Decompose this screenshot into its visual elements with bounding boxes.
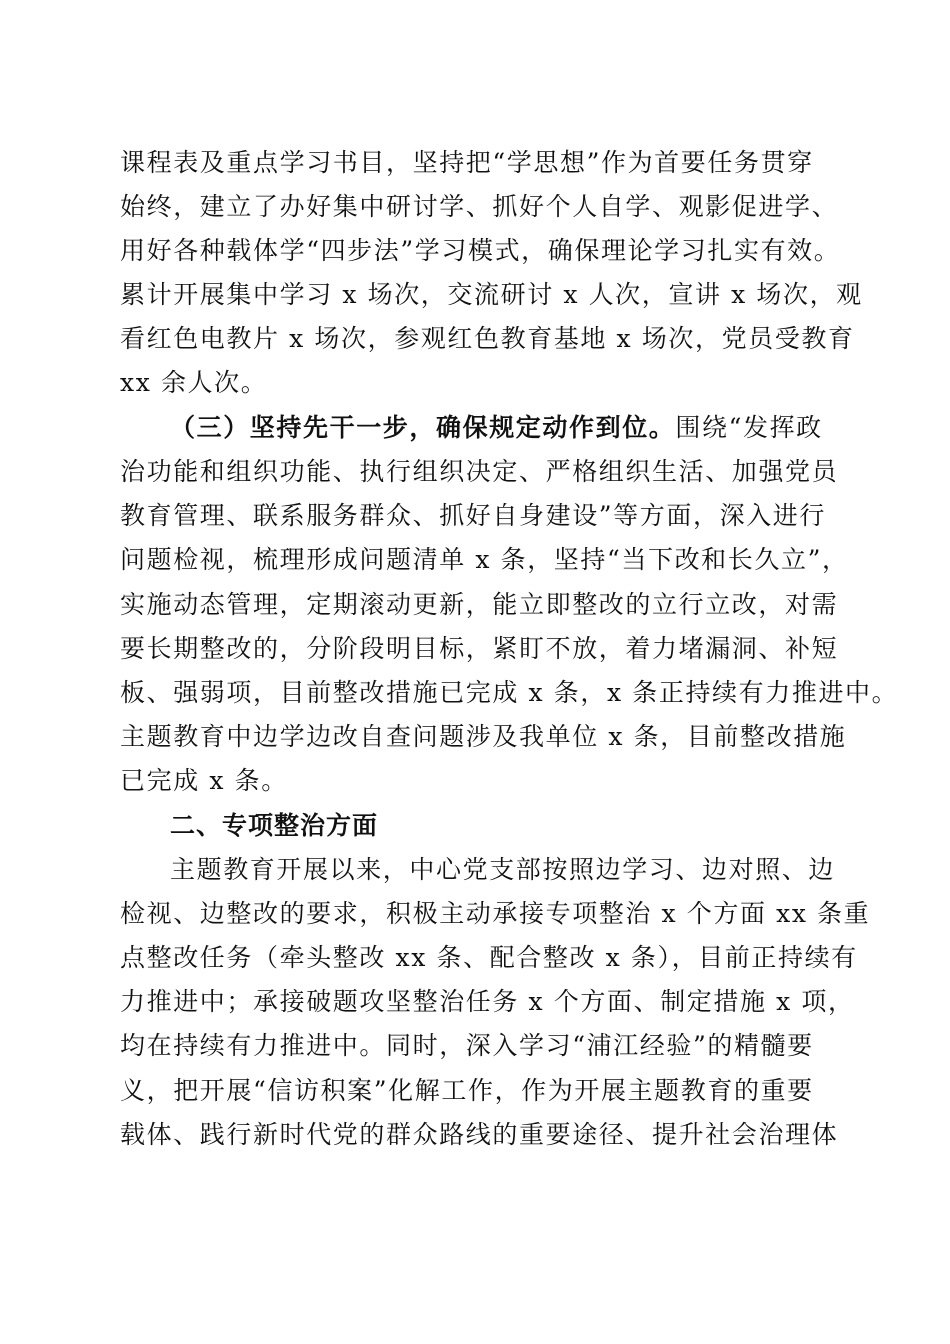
- paragraph-2-lead: （三）坚持先干一步，确保规定动作到位。: [170, 413, 676, 442]
- paragraph-3-line-5: 均在持续有力推进中。同时，深入学习“浦江经验”的精髓要: [120, 1031, 814, 1060]
- paragraph-2-line-8: 主题教育中边学边改自查问题涉及我单位 x 条，目前整改措施: [120, 722, 847, 751]
- paragraph-2-line-7: 板、强弱项，目前整改措施已完成 x 条，x 条正持续有力推进中。: [120, 678, 899, 707]
- paragraph-1-line-4: 累计开展集中学习 x 场次，交流研讨 x 人次，宣讲 x 场次，观: [120, 280, 863, 309]
- paragraph-2-line-4: 问题检视，梳理形成问题清单 x 条，坚持“当下改和长久立”，: [120, 545, 849, 574]
- paragraph-2-line-5: 实施动态管理，定期滚动更新，能立即整改的立行立改，对需: [120, 590, 839, 619]
- paragraph-1-line-2: 始终，建立了办好集中研讨学、抓好个人自学、观影促进学、: [120, 192, 839, 221]
- paragraph-2-line-1: [170, 413, 823, 443]
- paragraph-3-line-6: 义，把开展“信访积案”化解工作，作为开展主题教育的重要: [120, 1076, 814, 1105]
- paragraph-2-line-2: 治功能和组织功能、执行组织决定、严格组织生活、加强党员: [120, 457, 839, 486]
- section-heading: 二、专项整治方面: [170, 811, 379, 840]
- paragraph-2-lead-rest: 围绕“发挥政: [675, 413, 823, 442]
- paragraph-1-line-1: 课程表及重点学习书目，坚持把“学思想”作为首要任务贯穿: [120, 148, 814, 177]
- paragraph-2-line-3: 教育管理、联系服务群众、抓好自身建设”等方面，深入进行: [120, 501, 826, 530]
- paragraph-3-line-7: 载体、践行新时代党的群众路线的重要途径、提升社会治理体: [120, 1120, 839, 1149]
- paragraph-1-line-3: 用好各种载体学“四步法”学习模式，确保理论学习扎实有效。: [120, 236, 841, 265]
- paragraph-3-line-1: 主题教育开展以来，中心党支部按照边学习、边对照、边: [170, 855, 836, 884]
- paragraph-1-line-5: 看红色电教片 x 场次，参观红色教育基地 x 场次，党员受教育: [120, 324, 855, 353]
- paragraph-3-line-3: 点整改任务（牵头整改 xx 条、配合整改 x 条），目前正持续有: [120, 943, 858, 972]
- paragraph-3-line-2: 检视、边整改的要求，积极主动承接专项整治 x 个方面 xx 条重: [120, 899, 871, 928]
- paragraph-2-line-9: 已完成 x 条。: [120, 766, 288, 795]
- paragraph-1-line-6: xx 余人次。: [120, 368, 268, 397]
- paragraph-3-line-4: 力推进中；承接破题攻坚整治任务 x 个方面、制定措施 x 项，: [120, 987, 855, 1016]
- paragraph-2-line-6: 要长期整改的，分阶段明目标，紧盯不放，着力堵漏洞、补短: [120, 634, 839, 663]
